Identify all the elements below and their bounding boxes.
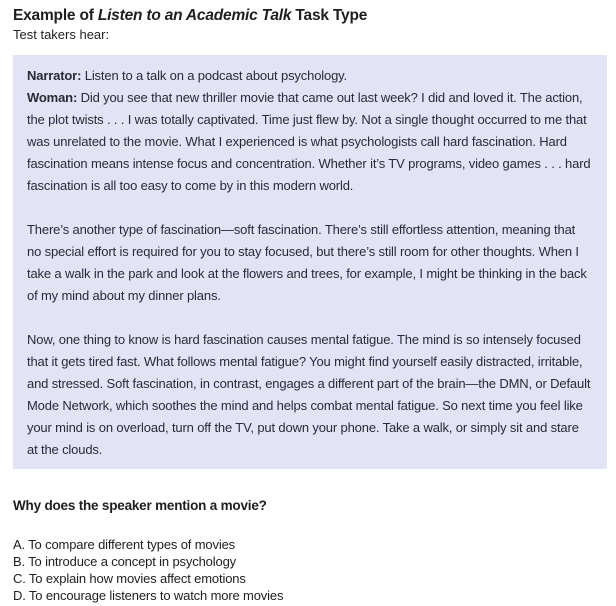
- page-title-prefix: Example of: [13, 7, 98, 24]
- woman-label: Woman:: [27, 90, 78, 105]
- transcript-paragraph-1: [27, 65, 591, 197]
- answer-options-list: [13, 536, 607, 604]
- narrator-text: Listen to a talk on a podcast about psychology.: [81, 68, 348, 83]
- transcript-paragraph-3: Now, one thing to know is hard fascination causes mental fatigue. The mind is so intensely focused that it gets tired fast. What follows mental fatigue? You might find yourself easily distracted, irritable, and stressed. Soft fascination, in contrast, engages a different part of the brain—the DMN, or Default Mode Network, which soothes the mind and helps combat mental fatigue. So next time you feel like your mind is on overload, turn off the TV, put down your phone. Take a walk, or simply sit and stare at the clouds.: [27, 332, 591, 457]
- page-title: [13, 6, 607, 25]
- woman-text: Did you see that new thriller movie that came out last week? I did and loved it. The action, the plot twists . . . I was totally captivated. Time just flew by. Not a single thought occurred to me that was unrelated to the movie. What I experienced is what psychologists call hard fascination. Hard fascination means intense focus and concentration. Whether it’s TV programs, video games . . . hard fascination is all too easy to come by in this modern world.: [27, 90, 591, 193]
- answer-option-c: C. To explain how movies affect emotions: [13, 571, 246, 586]
- page-title-task-name: Listen to an Academic Talk: [97, 7, 292, 24]
- narrator-label: Narrator:: [27, 68, 82, 83]
- question-prompt: Why does the speaker mention a movie?: [13, 498, 267, 513]
- subtitle-test-takers-hear: Test takers hear:: [13, 27, 110, 42]
- answer-option-b: B. To introduce a concept in psychology: [13, 554, 236, 569]
- page-title-suffix: Task Type: [291, 7, 368, 24]
- answer-option-d: D. To encourage listeners to watch more movies: [13, 588, 284, 603]
- answer-option-a: A. To compare different types of movies: [13, 537, 236, 552]
- document-page: [0, 6, 616, 606]
- transcript-box: [13, 55, 607, 469]
- transcript-paragraph-2: There’s another type of fascination—soft fascination. There’s still effortless attention, meaning that no special effort is required for you to stay focused, but there’s still room for other thoughts. When I take a walk in the park and look at the flowers and trees, for example, I might be thinking in the back of my mind about my dinner plans.: [27, 222, 587, 303]
